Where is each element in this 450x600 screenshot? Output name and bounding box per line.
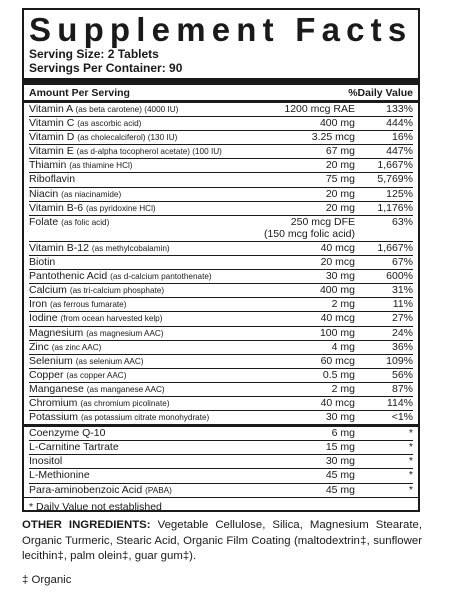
nutrient-row: [29, 215, 413, 241]
nutrient-daily-value: 447%: [386, 145, 413, 158]
nutrient-source: (as chromium picolinate): [80, 398, 170, 408]
nutrient-name-cell: [29, 298, 263, 311]
nutrient-amount-cell: [263, 469, 355, 482]
nutrient-daily-value: 16%: [391, 131, 413, 144]
nutrient-name-cell: [29, 103, 263, 116]
nutrient-daily-value: 125%: [386, 187, 413, 200]
nutrient-row: [29, 354, 413, 368]
nutrient-amount: 20 mg: [325, 187, 355, 200]
nutrient-daily-value: *: [408, 427, 413, 440]
nutrient-amount-cell: [263, 242, 355, 255]
nutrient-source: (as zinc AAC): [51, 342, 102, 352]
nutrient-name-cell: [29, 312, 263, 325]
other-ingredients-text: Vegetable Cellulose, Silica, Magnesium Stearate, Organic Turmeric, Stearic Acid, Organic Film Coating (maltodextrin‡, sunflower lecithin‡, palm olein‡, guar gum‡).: [22, 519, 422, 562]
nutrient-name: Iodine: [29, 312, 58, 325]
nutrient-daily-value: 109%: [386, 354, 413, 367]
nutrient-name-cell: [29, 117, 263, 130]
nutrient-amount: 40 mcg: [320, 396, 355, 409]
nutrient-source: (as thiamine HCl): [69, 161, 133, 171]
nutrient-list: [29, 103, 413, 424]
nutrient-name-cell: [29, 256, 263, 269]
nutrient-row: [29, 326, 413, 340]
nutrient-amount-cell: [263, 270, 355, 283]
nutrient-daily-value: 1,667%: [377, 159, 413, 172]
other-ingredients: [22, 518, 422, 565]
nutrient-name: Coenzyme Q-10: [29, 427, 106, 440]
thick-divider: [24, 78, 418, 85]
nutrient-amount: 67 mg: [325, 145, 355, 158]
nutrient-source: (PABA): [145, 485, 172, 495]
nutrient-amount-cell: [263, 298, 355, 311]
nutrient-name-cell: [29, 369, 263, 382]
organic-note: ‡ Organic: [22, 574, 72, 586]
nutrient-source: (as tri-calcium phosphate): [69, 286, 165, 296]
nutrient-amount-cell: [263, 117, 355, 130]
nutrient-daily-value: 1,176%: [377, 201, 413, 214]
nutrient-name: Chromium: [29, 396, 78, 409]
nutrient-source: (as ferrous fumarate): [50, 300, 127, 310]
nutrient-name: Zinc: [29, 340, 49, 353]
nutrient-name: Riboflavin: [29, 173, 76, 186]
nutrient-row: [29, 283, 413, 297]
nutrient-daily-value: 56%: [391, 368, 413, 381]
nutrient-amount: 20 mcg: [320, 256, 355, 269]
nutrient-daily-value: 11%: [392, 298, 413, 311]
panel-title: Supplement Facts: [29, 11, 413, 48]
nutrient-amount-cell: [263, 355, 355, 368]
nutrient-row: [29, 468, 413, 482]
supplement-facts-panel: [22, 8, 420, 512]
nutrient-name-cell: [29, 284, 263, 297]
nutrient-source: (as copper AAC): [66, 370, 127, 380]
nutrient-amount: 0.5 mg: [322, 368, 355, 381]
nutrient-daily-value: 63%: [391, 215, 413, 228]
nutrient-row: [29, 241, 413, 255]
servings-per-container: Servings Per Container: 90: [29, 61, 183, 75]
nutrient-name: Potassium: [29, 411, 79, 424]
nutrient-name: L-Methionine: [29, 469, 90, 482]
nutrient-daily-value: 114%: [386, 396, 413, 409]
nutrient-row: [29, 103, 413, 116]
nutrient-name: Calcium: [29, 284, 67, 297]
nutrient-source: (as d-alpha tocopherol acetate) (100 IU): [76, 147, 222, 157]
nutrient-amount: 400 mg: [319, 284, 355, 297]
nutrient-name-cell: [29, 455, 263, 468]
nutrient-amount-cell: [263, 202, 355, 215]
nutrient-name: Vitamin D: [29, 131, 75, 144]
nutrient-name-cell: [29, 441, 263, 454]
nutrient-amount: 250 mcg DFE: [290, 215, 355, 228]
nutrient-amount: 75 mg: [325, 173, 355, 186]
nutrient-amount-cell: [263, 103, 355, 116]
nutrient-name-cell: [29, 355, 263, 368]
nutrient-name: Iron: [29, 298, 48, 311]
nutrient-name: Vitamin C: [29, 117, 75, 130]
nutrient-name-cell: [29, 484, 263, 497]
nutrient-source: (as methylcobalamin): [91, 243, 170, 253]
nutrient-row: [29, 158, 413, 172]
nutrient-source: (as cholecalciferol) (130 IU): [77, 133, 178, 143]
nutrient-row: [29, 382, 413, 396]
nutrient-amount: 40 mcg: [320, 241, 355, 254]
nutrient-row: [29, 410, 413, 424]
nutrient-name: Folate: [29, 215, 59, 228]
nutrient-amount-cell: [263, 284, 355, 297]
nutrient-name: Copper: [29, 368, 64, 381]
nutrient-row: [29, 269, 413, 283]
nutrient-daily-value: 24%: [391, 326, 413, 339]
nutrient-name: Niacin: [29, 187, 59, 200]
nutrient-name-cell: [29, 131, 263, 144]
column-header: [29, 85, 413, 100]
nutrient-row: [29, 368, 413, 382]
nutrient-name: Magnesium: [29, 326, 84, 339]
nutrient-amount-cell: [263, 455, 355, 468]
nutrient-amount-cell: [263, 427, 355, 440]
nutrient-daily-value: 1,667%: [377, 241, 413, 254]
nutrient-amount-cell: [263, 441, 355, 454]
nutrient-name-cell: [29, 427, 263, 440]
nutrient-row: [29, 187, 413, 201]
nutrient-amount: 30 mg: [325, 455, 355, 468]
nutrient-amount-cell: [263, 397, 355, 410]
nutrient-name: Vitamin B-6: [29, 201, 84, 214]
footnote: * Daily Value not established: [24, 497, 418, 514]
nutrient-amount: 60 mcg: [320, 354, 355, 367]
nutrient-row: [29, 144, 413, 158]
nutrient-amount-cell: [263, 173, 355, 186]
nutrient-name-cell: [29, 327, 263, 340]
nutrient-daily-value: 444%: [386, 117, 413, 130]
nutrient-amount-cell: [263, 369, 355, 382]
nutrient-row: [29, 201, 413, 215]
nutrient-name-cell: [29, 188, 263, 201]
nutrient-name-cell: [29, 341, 263, 354]
nutrient-amount-detail: (150 mcg folic acid): [263, 228, 355, 241]
nutrient-daily-value: 5,769%: [377, 173, 413, 186]
nutrient-source: (as manganese AAC): [86, 384, 165, 394]
daily-value-header: %Daily Value: [348, 86, 413, 99]
nutrient-name: Vitamin B-12: [29, 241, 89, 254]
nutrient-amount: 45 mg: [325, 469, 355, 482]
nutrient-name: Vitamin E: [29, 145, 74, 158]
nutrient-name: Inositol: [29, 455, 63, 468]
nutrient-amount: 4 mg: [331, 340, 355, 353]
nutrient-amount-cell: [263, 145, 355, 158]
nutrient-daily-value: 31%: [391, 284, 413, 297]
nutrient-amount-cell: [263, 383, 355, 396]
nutrient-name-cell: [29, 145, 263, 158]
nutrient-amount: 15 mg: [325, 441, 355, 454]
nutrient-row: [29, 255, 413, 269]
nutrient-daily-value: 133%: [386, 103, 413, 115]
nutrient-row: [29, 116, 413, 130]
nutrient-daily-value: 67%: [391, 256, 413, 269]
nutrient-row: [29, 172, 413, 186]
nutrient-source: (as magnesium AAC): [86, 328, 164, 338]
nutrient-amount: 30 mg: [325, 411, 355, 424]
nutrient-amount-cell: [263, 312, 355, 325]
nutrient-amount-cell: [263, 484, 355, 497]
nutrient-row: [29, 130, 413, 144]
nutrient-amount-cell: [263, 341, 355, 354]
nutrient-daily-value: 87%: [391, 382, 413, 395]
nutrient-row: [29, 427, 413, 440]
nutrient-daily-value: 600%: [386, 270, 413, 283]
nutrient-row: [29, 396, 413, 410]
nutrient-daily-value: 36%: [391, 340, 413, 353]
nutrient-amount-cell: [263, 327, 355, 340]
nutrient-name: Thiamin: [29, 159, 67, 172]
nutrient-amount-cell: [263, 131, 355, 144]
nutrient-source: (as selenium AAC): [75, 356, 144, 366]
nutrient-name-cell: [29, 411, 263, 424]
nutrient-name: Vitamin A: [29, 103, 73, 115]
nutrient-source: (as ascorbic acid): [77, 119, 142, 129]
nutrient-amount-cell: [263, 216, 355, 241]
nutrient-source: (as niacinamide): [61, 189, 122, 199]
nutrient-amount: 100 mg: [319, 326, 355, 339]
nutrient-amount: 20 mg: [325, 201, 355, 214]
nutrient-amount: 30 mg: [325, 270, 355, 283]
nutrient-amount: 2 mg: [331, 382, 355, 395]
nutrient-name-cell: [29, 242, 263, 255]
nutrient-name: Biotin: [29, 256, 56, 269]
nutrient-name: Para-aminobenzoic Acid: [29, 483, 143, 496]
other-ingredients-label: OTHER INGREDIENTS:: [22, 519, 151, 531]
nutrient-daily-value: *: [408, 441, 413, 454]
nutrient-daily-value: *: [408, 455, 413, 468]
nutrient-name-cell: [29, 397, 263, 410]
serving-size: Serving Size: 2 Tablets: [29, 47, 159, 61]
nutrient-daily-value: *: [408, 483, 413, 496]
nutrient-name-cell: [29, 216, 263, 230]
nutrient-amount: 2 mg: [331, 298, 355, 311]
nutrient-amount: 45 mg: [325, 483, 355, 496]
nutrient-amount: 400 mg: [319, 117, 355, 130]
nutrient-name-cell: [29, 159, 263, 172]
nutrient-row: [29, 340, 413, 354]
nutrient-source: (as folic acid): [61, 217, 110, 227]
nutrient-source: (as d-calcium pantothenate): [110, 272, 212, 282]
nutrient-name-cell: [29, 173, 263, 186]
nutrient-amount-cell: [263, 188, 355, 201]
nutrient-source: (as beta carotene) (4000 IU): [75, 105, 179, 114]
nutrient-row: [29, 454, 413, 468]
nutrient-amount-cell: [263, 159, 355, 172]
amount-per-serving-header: Amount Per Serving: [29, 86, 130, 99]
nutrient-amount: 20 mg: [325, 159, 355, 172]
nutrient-amount: 1200 mcg RAE: [284, 103, 355, 115]
nutrient-row: [29, 297, 413, 311]
nutrient-name-cell: [29, 270, 263, 283]
nutrient-name-cell: [29, 202, 263, 215]
nutrient-amount-cell: [263, 411, 355, 424]
nutrient-amount: 3.25 mcg: [311, 131, 355, 144]
nutrient-name: Pantothenic Acid: [29, 270, 108, 283]
nutrient-amount-cell: [263, 256, 355, 269]
nutrient-amount: 40 mcg: [320, 312, 355, 325]
nutrient-source: (from ocean harvested kelp): [60, 314, 163, 324]
nutrient-row: [29, 483, 413, 497]
nutrient-daily-value: <1%: [391, 411, 413, 424]
nutrient-row: [29, 311, 413, 325]
nutrient-name: Manganese: [29, 382, 84, 395]
other-nutrient-list: [29, 427, 413, 496]
nutrient-name-cell: [29, 469, 263, 482]
nutrient-amount: 6 mg: [331, 427, 355, 440]
nutrient-name: Selenium: [29, 354, 73, 367]
nutrient-name: L-Carnitine Tartrate: [29, 441, 119, 454]
nutrient-daily-value: *: [408, 469, 413, 482]
nutrient-daily-value: 27%: [391, 312, 413, 325]
nutrient-source: (as potassium citrate monohydrate): [80, 413, 210, 423]
nutrient-source: (as pyridoxine HCl): [86, 203, 156, 213]
nutrient-name-cell: [29, 383, 263, 396]
nutrient-row: [29, 440, 413, 454]
